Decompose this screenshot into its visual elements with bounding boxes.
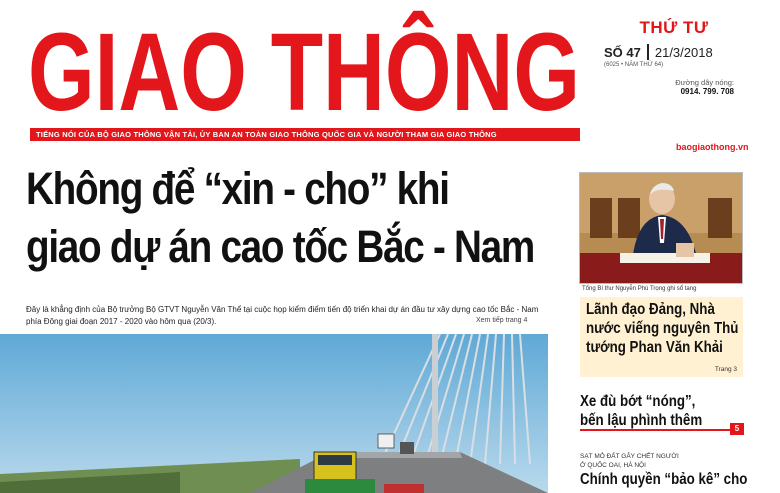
story-landslide[interactable] [580, 452, 750, 489]
issue-number-row [604, 44, 774, 60]
lead-headline[interactable] [26, 160, 535, 276]
lead-headline-line2: giao dự án cao tốc Bắc - Nam [26, 221, 535, 272]
lead-headline-line1: Không để “xin - cho” khi [26, 163, 449, 214]
issue-weekday: THỨ TƯ [639, 18, 709, 37]
logo-text: GIAO THÔNG [28, 11, 580, 126]
story2-title-line1: Xe đù bớt “nóng”, [580, 393, 696, 410]
masthead [26, 6, 586, 126]
story3-kicker-line1: SẠT MỎ ĐẤT GÂY CHẾT NGƯỜI [580, 453, 679, 460]
sidebar-photo [579, 172, 743, 284]
story2-rule [580, 429, 740, 431]
issue-number: SỐ 47 [604, 44, 641, 60]
issue-date: 21/3/2018 [654, 44, 713, 60]
hotline-number: 0914. 799. 708 [680, 87, 734, 96]
story2-page-badge: 5 [730, 423, 744, 435]
lead-photo [0, 334, 548, 493]
lead-lede: Đây là khẳng định của Bộ trưởng Bộ GTVT Nguyễn Văn Thể tại cuộc họp kiểm điểm tiến độ triển khai dự án đầu tư xây dựng cao tốc Bắc - Nam phía Đông giai đoạn 2017 - 2020 vào hôm qua (20/3). [26, 305, 539, 326]
sidebar-page-ref: Trang 3 [714, 366, 737, 373]
story3-title: Chính quyền “bảo kê” cho [580, 471, 748, 488]
sidebar-photo-caption: Tổng Bí thư Nguyễn Phú Trọng ghi sổ tang [582, 286, 697, 292]
newspaper-logo [26, 6, 586, 126]
story3-kicker [580, 452, 750, 470]
highway-bridge-image [0, 334, 548, 493]
issue-info [604, 18, 774, 96]
issue-subnumber: (6025 • NĂM THỨ 64) [604, 62, 664, 68]
signing-condolence-book-image [580, 173, 743, 284]
issue-divider [647, 44, 649, 60]
masthead-tagline: TIẾNG NÓI CỦA BỘ GIAO THÔNG VẬN TẢI, ỦY BAN AN TOÀN GIAO THÔNG QUỐC GIA VÀ NGƯỜI THAM GIA GIAO THÔNG [30, 128, 580, 141]
website-link[interactable]: baogiaothong.vn [676, 142, 749, 152]
story-bus-stations[interactable] [580, 392, 750, 433]
story2-title-line2: bến lậu phình thêm [580, 412, 703, 429]
sidebar-story[interactable] [580, 297, 743, 377]
hotline-label: Đường dây nóng: [675, 78, 734, 87]
story2-title [580, 392, 752, 430]
sidebar-story-title: Lãnh đạo Đảng, Nhà nước viếng nguyên Thủ tướng Phan Văn Khải [586, 301, 739, 356]
story3-kicker-line2: Ở QUỐC OAI, HÀ NỘI [580, 462, 646, 469]
lead-continue-link[interactable]: Xem tiếp trang 4 [476, 317, 528, 324]
